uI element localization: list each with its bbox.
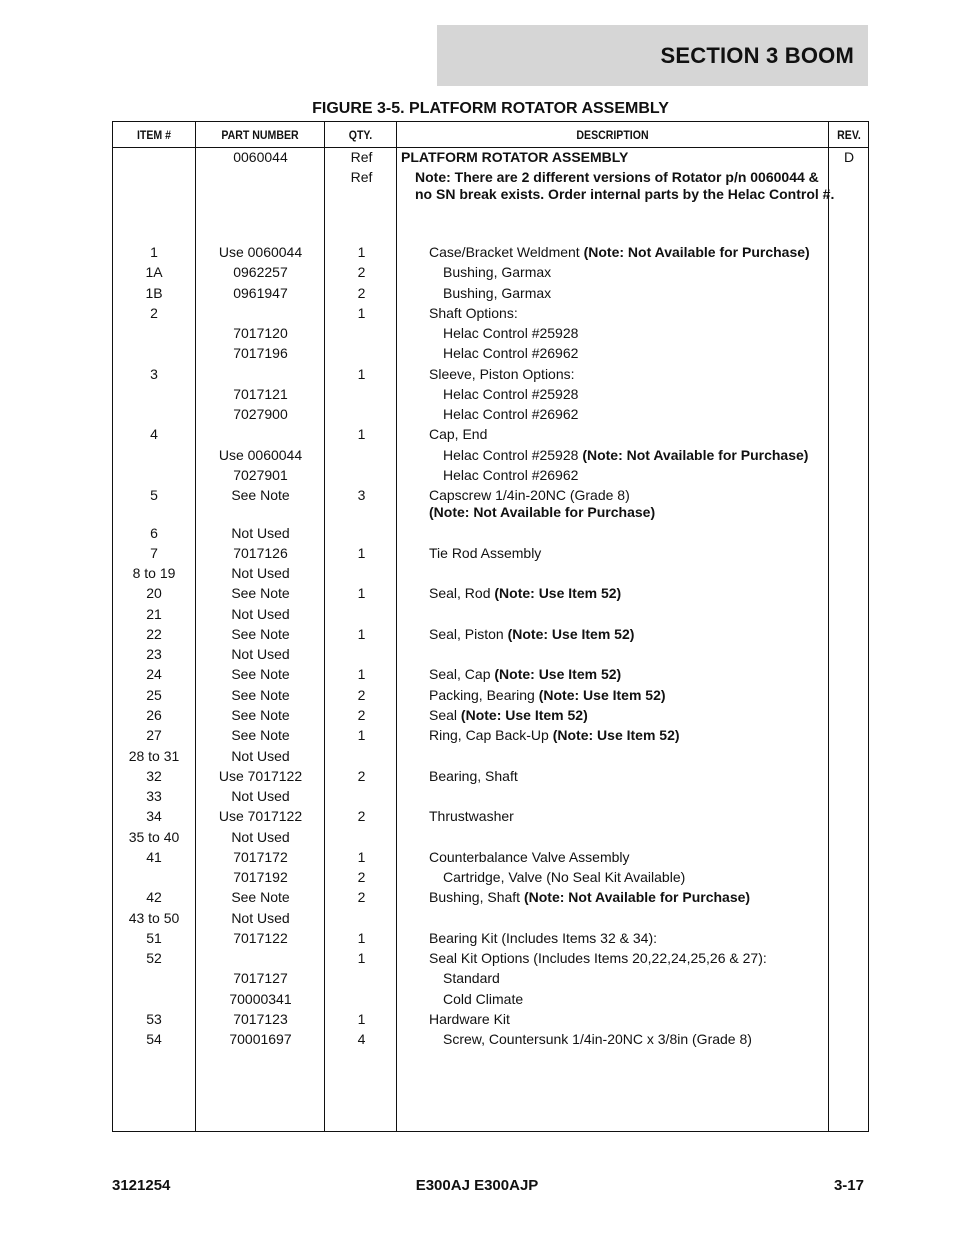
description xyxy=(401,386,867,403)
column-header-part-number: PART NUMBER xyxy=(221,128,299,142)
part-number: 0060044 xyxy=(233,149,288,165)
quantity: 2 xyxy=(357,687,366,703)
item-number: 27 xyxy=(146,727,162,743)
description-text: Counterbalance Valve Assembly xyxy=(429,849,630,865)
section-title: SECTION 3 BOOM xyxy=(660,42,854,68)
quantity: 2 xyxy=(357,768,366,784)
part-number: Not Used xyxy=(231,565,290,581)
item-number: 35 to 40 xyxy=(128,829,180,845)
item-number: 1B xyxy=(145,285,163,301)
item-number: 24 xyxy=(146,666,162,682)
description-text: Bushing, Garmax xyxy=(443,285,552,301)
parts-table xyxy=(112,121,869,1132)
description xyxy=(401,930,853,947)
quantity: 1 xyxy=(357,950,366,966)
description-text: (Note: Use Item 52) xyxy=(460,707,588,723)
column-header-description: DESCRIPTION xyxy=(576,128,649,142)
column-header-qty: QTY. xyxy=(348,128,373,142)
description xyxy=(401,406,867,423)
description xyxy=(401,487,853,521)
part-number: 7017120 xyxy=(233,325,288,341)
part-number: Use 0060044 xyxy=(218,244,303,260)
part-number: 7027900 xyxy=(233,406,288,422)
description xyxy=(401,626,853,643)
part-number: See Note xyxy=(231,707,290,723)
description xyxy=(401,1031,867,1048)
quantity: 4 xyxy=(357,1031,366,1047)
quantity: 2 xyxy=(357,869,366,885)
description-text: Seal, Cap xyxy=(429,666,495,682)
description xyxy=(401,264,867,281)
description xyxy=(401,869,867,886)
quantity: 1 xyxy=(357,366,366,382)
description xyxy=(401,447,867,464)
item-number: 53 xyxy=(146,1011,162,1027)
item-number: 33 xyxy=(146,788,162,804)
quantity: 1 xyxy=(357,930,366,946)
part-number: 0962257 xyxy=(233,264,288,280)
part-number: See Note xyxy=(231,585,290,601)
part-number: 7017126 xyxy=(233,545,288,561)
figure-title: FIGURE 3-5. PLATFORM ROTATOR ASSEMBLY xyxy=(312,100,669,117)
description xyxy=(401,366,853,383)
item-number: 28 to 31 xyxy=(128,748,180,764)
item-number: 20 xyxy=(146,585,162,601)
description-text: Ring, Cap Back-Up xyxy=(429,727,553,743)
description-text: Case/Bracket Weldment xyxy=(429,244,584,260)
item-number: 43 to 50 xyxy=(128,910,180,926)
footer-document-number: 3121254 xyxy=(112,1177,171,1194)
description-text: Seal xyxy=(429,707,461,723)
item-number: 52 xyxy=(146,950,162,966)
quantity: 2 xyxy=(357,808,366,824)
part-number: See Note xyxy=(231,889,290,905)
item-number: 2 xyxy=(150,305,158,321)
item-number: 23 xyxy=(146,646,162,662)
description-text: Cap, End xyxy=(429,426,488,442)
description xyxy=(401,345,867,362)
description-text: Helac Control #26962 xyxy=(443,467,579,483)
quantity: 2 xyxy=(357,285,366,301)
description-text: Shaft Options: xyxy=(429,305,518,321)
part-number: Use 7017122 xyxy=(218,768,303,784)
description-text: Bushing, Garmax xyxy=(443,264,552,280)
description-text: Helac Control #25928 xyxy=(443,325,579,341)
part-number: 70000341 xyxy=(229,991,292,1007)
quantity: 2 xyxy=(357,889,366,905)
description-text: (Note: Not Available for Purchase) xyxy=(429,504,656,520)
description-text: (Note: Not Available for Purchase) xyxy=(583,244,810,260)
description-text: Seal, Piston xyxy=(429,626,508,642)
part-number: 7017192 xyxy=(233,869,288,885)
description xyxy=(401,305,853,322)
description-text: Seal, Rod xyxy=(429,585,495,601)
part-number: Not Used xyxy=(231,788,290,804)
item-number: 4 xyxy=(150,426,158,442)
description xyxy=(401,991,867,1008)
column-header-item: ITEM # xyxy=(136,128,172,142)
part-number: 7017121 xyxy=(233,386,288,402)
footer-model: E300AJ E300AJP xyxy=(415,1177,539,1194)
description-text: Tie Rod Assembly xyxy=(429,545,542,561)
quantity: Ref xyxy=(350,169,373,185)
part-number: 7027901 xyxy=(233,467,288,483)
description-text: Standard xyxy=(443,970,500,986)
description-text: Sleeve, Piston Options: xyxy=(429,366,575,382)
part-number: 7017122 xyxy=(233,930,288,946)
quantity: 3 xyxy=(357,487,366,503)
quantity: 1 xyxy=(357,305,366,321)
description xyxy=(401,149,825,166)
part-number: Not Used xyxy=(231,829,290,845)
description-text: Thrustwasher xyxy=(429,808,514,824)
part-number: See Note xyxy=(231,727,290,743)
description-text: (Note: Use Item 52) xyxy=(538,687,666,703)
description-text: Helac Control #25928 xyxy=(443,386,579,402)
item-number: 6 xyxy=(150,525,158,541)
item-number: 8 to 19 xyxy=(132,565,176,581)
part-number: See Note xyxy=(231,666,290,682)
description xyxy=(401,889,853,906)
section-header xyxy=(437,25,868,86)
quantity: 1 xyxy=(357,545,366,561)
description-text: (Note: Use Item 52) xyxy=(552,727,680,743)
item-number: 25 xyxy=(146,687,162,703)
description-text: Helac Control #25928 xyxy=(443,447,583,463)
item-number: 3 xyxy=(150,366,158,382)
part-number: Not Used xyxy=(231,606,290,622)
part-number: 7017172 xyxy=(233,849,288,865)
description xyxy=(401,768,853,785)
part-number: Use 7017122 xyxy=(218,808,303,824)
description-text: Capscrew 1/4in-20NC (Grade 8) xyxy=(429,487,630,503)
description xyxy=(401,467,867,484)
description-text: Hardware Kit xyxy=(429,1011,510,1027)
item-number: 22 xyxy=(146,626,162,642)
description-text: Bushing, Shaft xyxy=(429,889,524,905)
description xyxy=(401,585,853,602)
quantity: 2 xyxy=(357,707,366,723)
description-text: (Note: Not Available for Purchase) xyxy=(582,447,809,463)
item-number: 7 xyxy=(150,545,158,561)
footer-page-number: 3-17 xyxy=(833,1177,864,1194)
part-number: 7017127 xyxy=(233,970,288,986)
description xyxy=(401,426,853,443)
item-number: 34 xyxy=(146,808,162,824)
quantity: 1 xyxy=(357,626,366,642)
part-number: Not Used xyxy=(231,748,290,764)
description-text: (Note: Use Item 52) xyxy=(494,585,622,601)
description xyxy=(401,687,853,704)
description-text: Packing, Bearing xyxy=(429,687,539,703)
part-number: Not Used xyxy=(231,910,290,926)
description xyxy=(401,666,853,683)
description-text: Cartridge, Valve (No Seal Kit Available) xyxy=(443,869,686,885)
part-number: 70001697 xyxy=(229,1031,292,1047)
part-number: 0961947 xyxy=(233,285,288,301)
item-number: 54 xyxy=(146,1031,162,1047)
quantity: 1 xyxy=(357,426,366,442)
part-number: Not Used xyxy=(231,646,290,662)
item-number: 26 xyxy=(146,707,162,723)
description-text: (Note: Use Item 52) xyxy=(494,666,622,682)
part-number: Not Used xyxy=(231,525,290,541)
quantity: 1 xyxy=(357,666,366,682)
description-text: (Note: Not Available for Purchase) xyxy=(523,889,751,905)
part-number: See Note xyxy=(231,626,290,642)
description xyxy=(401,727,853,744)
description xyxy=(401,707,853,724)
description xyxy=(401,970,867,987)
part-number: Use 0060044 xyxy=(218,447,303,463)
description-text: Cold Climate xyxy=(443,991,524,1007)
item-number: 51 xyxy=(146,930,162,946)
quantity: Ref xyxy=(350,149,373,165)
revision: D xyxy=(843,149,855,165)
description-text: Bearing Kit (Includes Items 32 & 34): xyxy=(429,930,657,946)
quantity: 1 xyxy=(357,585,366,601)
description xyxy=(401,545,853,562)
part-number: See Note xyxy=(231,687,290,703)
description xyxy=(401,285,867,302)
description-text: Bearing, Shaft xyxy=(429,768,518,784)
item-number: 1 xyxy=(150,244,158,260)
item-number: 1A xyxy=(145,264,163,280)
description-text: Note: There are 2 different versions of Rotator p/n 0060044 & no SN break exists. Order internal parts by the Helac Control #. xyxy=(415,169,835,202)
quantity: 2 xyxy=(357,264,366,280)
item-number: 42 xyxy=(146,889,162,905)
description xyxy=(401,325,867,342)
part-number: 7017123 xyxy=(233,1011,288,1027)
description xyxy=(401,1011,853,1028)
description-text: Screw, Countersunk 1/4in-20NC x 3/8in (Grade 8) xyxy=(443,1031,752,1047)
quantity: 1 xyxy=(357,244,366,260)
description xyxy=(401,169,839,203)
quantity: 1 xyxy=(357,1011,366,1027)
item-number: 21 xyxy=(146,606,162,622)
column-header-rev: REV. xyxy=(837,128,861,142)
part-number: See Note xyxy=(231,487,290,503)
item-number: 5 xyxy=(150,487,158,503)
item-number: 32 xyxy=(146,768,162,784)
description xyxy=(401,808,853,825)
item-number: 41 xyxy=(146,849,162,865)
quantity: 1 xyxy=(357,849,366,865)
description-text: PLATFORM ROTATOR ASSEMBLY xyxy=(401,149,629,165)
description-text: Seal Kit Options (Includes Items 20,22,24,25,26 & 27): xyxy=(429,950,767,966)
quantity: 1 xyxy=(357,727,366,743)
description xyxy=(401,244,853,261)
description-text: Helac Control #26962 xyxy=(443,345,579,361)
description xyxy=(401,849,853,866)
description xyxy=(401,950,853,967)
part-number: 7017196 xyxy=(233,345,288,361)
description-text: (Note: Use Item 52) xyxy=(507,626,635,642)
description-text: Helac Control #26962 xyxy=(443,406,579,422)
